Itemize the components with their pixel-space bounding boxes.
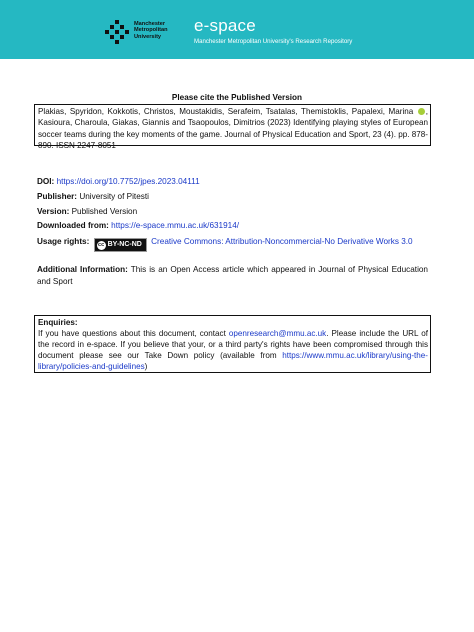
cc-license-badge[interactable] [94,238,147,252]
usage-label: Usage rights: [37,237,90,246]
institution-name: Manchester Metropolitan University [134,21,168,40]
publisher-row [37,191,437,203]
additional-info-text: This is an Open Access article which appeared in Journal of Physical Education and Sport [37,265,428,286]
doi-link[interactable]: https://doi.org/10.7752/jpes.2023.04111 [56,177,200,186]
cite-heading: Please cite the Published Version [171,93,303,102]
orcid-icon[interactable] [418,108,425,115]
enquiries-box [34,315,431,373]
enquiries-text-1: If you have questions about this document, contact [38,329,226,338]
enquiries-text-2: . Please include the URL of the record in e-space. If you believe that your, or a third party's rights have been compromised through this document please see our Take Down policy (available from [38,329,429,360]
publisher-value: University of Pitesti [79,192,149,201]
enquiries-text-3: ) [144,362,148,371]
version-label: Version: [37,207,70,216]
publisher-label: Publisher: [37,192,78,201]
downloaded-row [37,220,437,232]
enquiries-label: Enquiries: [38,318,78,327]
downloaded-label: Downloaded from: [37,221,109,230]
citation-rest: , Kasioura, Charoula, Giakas, Giannis and Tsaopoulos, Dimitrios (2023) Identifying playing styles of European soccer teams during the key moments of the game. Journal of Physical Education and Sport, 23 (4). pp. 878-890. ISSN 2247-8051 [38,107,428,150]
cc-icon: cc [98,242,105,248]
citation-text [38,106,428,151]
policy-link[interactable]: https://www.mmu.ac.uk/library/using-the-library/policies-and-guidelines [38,351,428,371]
header-banner [0,0,474,59]
usage-row [37,236,427,252]
enquiries-text [38,317,428,372]
mmu-logo-icon [104,20,130,46]
site-tagline: Manchester Metropolitan University's Research Repository [194,38,353,45]
citation-authors: Plakias, Spyridon, Kokkotis, Christos, Moustakidis, Serafeim, Tsatalas, Themistoklis, Papalexi, Marina [38,107,414,116]
additional-info-label: Additional Information: [37,265,128,274]
doi-row [37,176,437,188]
additional-info-row [37,264,428,287]
citation-box [34,104,431,150]
cc-badge-text: BY-NC-ND [107,241,142,248]
version-row [37,206,437,218]
version-value: Published Version [71,207,138,216]
email-link[interactable]: openresearch@mmu.ac.uk [228,329,327,338]
doi-label: DOI: [37,177,55,186]
site-name: e-space [194,16,256,35]
record-link[interactable]: https://e-space.mmu.ac.uk/631914/ [111,221,240,230]
license-link[interactable]: Creative Commons: Attribution-Noncommercial-No Derivative Works 3.0 [151,237,413,246]
